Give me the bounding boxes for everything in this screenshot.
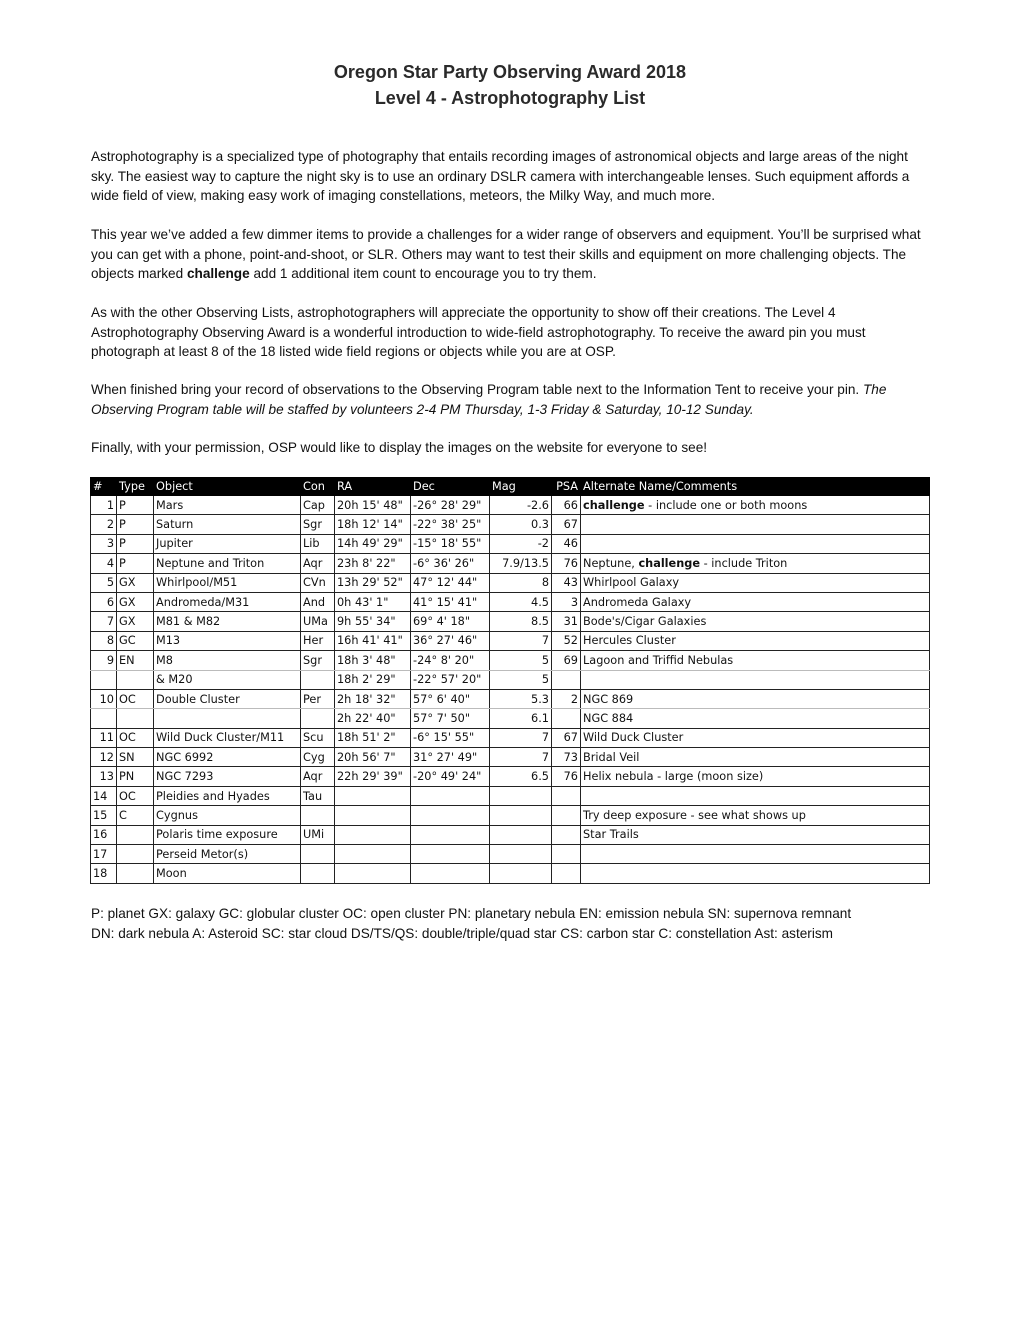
table-row: [91, 554, 930, 573]
comment-cell: [581, 534, 930, 553]
table-cell: 7.9/13.5: [490, 554, 552, 573]
table-cell: 7: [91, 612, 117, 631]
table-cell: -2: [490, 534, 552, 553]
table-cell: 4.5: [490, 592, 552, 611]
table-cell: 13h 29' 52": [335, 573, 411, 592]
table-cell: [490, 864, 552, 883]
table-cell: 14h 49' 29": [335, 534, 411, 553]
table-cell: 18h 2' 29": [335, 670, 411, 689]
table-cell: [411, 864, 490, 883]
comment-cell: [581, 554, 930, 573]
text: This year we’ve added a few dimmer items to provide a challenges for a wider range of observers and equipment. You’ll be surprised what you can get with a phone, point-and-shoot, or SLR. Others may want to test their skills and equipment on more challenging objects. The objects marked: [91, 227, 921, 281]
table-cell: -20° 49' 24": [411, 767, 490, 786]
table-cell: 12: [91, 748, 117, 767]
comment-text: - include Triton: [700, 556, 788, 570]
table-cell: [490, 845, 552, 864]
table-cell: 57° 7' 50": [411, 709, 490, 728]
table-cell: M81 & M82: [154, 612, 301, 631]
table-cell: Tau: [301, 786, 335, 805]
comment-cell: [581, 670, 930, 689]
text: add 1 additional item count to encourage you to try them.: [249, 266, 597, 281]
table-cell: -15° 18' 55": [411, 534, 490, 553]
comment-text: Star Trails: [583, 828, 639, 842]
table-cell: NGC 7293: [154, 767, 301, 786]
comment-cell: [581, 689, 930, 708]
table-cell: Aqr: [301, 767, 335, 786]
challenge-keyword: challenge: [638, 556, 701, 570]
table-row: [91, 573, 930, 592]
table-row: [91, 496, 930, 515]
comment-cell: [581, 631, 930, 650]
table-row: [91, 651, 930, 670]
table-cell: Pleidies and Hyades: [154, 786, 301, 805]
table-cell: 16: [91, 825, 117, 844]
table-row: [91, 728, 930, 747]
comment-cell: [581, 515, 930, 534]
table-cell: 36° 27' 46": [411, 631, 490, 650]
table-cell: 67: [552, 515, 581, 534]
table-cell: 6: [91, 592, 117, 611]
table-cell: [552, 845, 581, 864]
comment-cell: [581, 748, 930, 767]
table-cell: C: [117, 806, 154, 825]
table-cell: Sgr: [301, 651, 335, 670]
table-cell: [117, 825, 154, 844]
comment-cell: [581, 709, 930, 728]
table-cell: [301, 709, 335, 728]
table-cell: [552, 786, 581, 805]
table-cell: Mars: [154, 496, 301, 515]
table-cell: Jupiter: [154, 534, 301, 553]
table-row: [91, 825, 930, 844]
table-cell: Neptune and Triton: [154, 554, 301, 573]
table-cell: Wild Duck Cluster/M11: [154, 728, 301, 747]
table-cell: 31: [552, 612, 581, 631]
table-cell: SN: [117, 748, 154, 767]
column-header: #: [91, 478, 117, 496]
table-cell: Moon: [154, 864, 301, 883]
table-cell: Saturn: [154, 515, 301, 534]
comment-text: Whirlpool Galaxy: [583, 576, 680, 590]
table-cell: 18h 3' 48": [335, 651, 411, 670]
table-cell: 67: [552, 728, 581, 747]
table-cell: NGC 6992: [154, 748, 301, 767]
table-cell: UMi: [301, 825, 335, 844]
table-cell: [335, 864, 411, 883]
table-row: [91, 767, 930, 786]
table-cell: 1: [91, 496, 117, 515]
column-header: RA: [335, 478, 411, 496]
table-cell: Cyg: [301, 748, 335, 767]
challenge-keyword: challenge: [583, 498, 645, 512]
table-cell: Perseid Metor(s): [154, 845, 301, 864]
table-cell: [490, 806, 552, 825]
table-cell: [490, 786, 552, 805]
table-cell: M13: [154, 631, 301, 650]
table-cell: 41° 15' 41": [411, 592, 490, 611]
column-header: Mag: [490, 478, 552, 496]
table-cell: 7: [490, 631, 552, 650]
table-cell: [301, 806, 335, 825]
comment-cell: [581, 786, 930, 805]
table-cell: EN: [117, 651, 154, 670]
table-cell: [552, 670, 581, 689]
table-cell: [117, 670, 154, 689]
table-cell: 31° 27' 49": [411, 748, 490, 767]
table-cell: 8: [490, 573, 552, 592]
table-cell: [301, 845, 335, 864]
table-cell: [335, 845, 411, 864]
table-cell: 18h 51' 2": [335, 728, 411, 747]
comment-text: NGC 884: [583, 711, 634, 725]
column-header: PSA: [552, 478, 581, 496]
table-cell: 66: [552, 496, 581, 515]
table-cell: Double Cluster: [154, 689, 301, 708]
table-cell: 13: [91, 767, 117, 786]
table-cell: 18: [91, 864, 117, 883]
table-row: [91, 612, 930, 631]
table-row: [91, 631, 930, 650]
comment-text: Lagoon and Triffid Nebulas: [583, 653, 734, 667]
comment-text: Bode's/Cigar Galaxies: [583, 615, 707, 629]
comment-text: Helix nebula - large (moon size): [583, 770, 764, 784]
table-row: [91, 748, 930, 767]
table-cell: 0h 43' 1": [335, 592, 411, 611]
schedule-text: The Observing Program table will be staffed by volunteers 2-4 PM Thursday, 1-3 Friday & Saturday, 10-12 Sunday.: [91, 382, 887, 417]
comment-cell: [581, 806, 930, 825]
table-cell: [91, 709, 117, 728]
table-cell: Polaris time exposure: [154, 825, 301, 844]
table-cell: P: [117, 515, 154, 534]
table-cell: 3: [91, 534, 117, 553]
document-subtitle: Level 4 - Astrophotography List: [374, 88, 646, 108]
column-header: Con: [301, 478, 335, 496]
table-cell: [335, 786, 411, 805]
table-cell: Her: [301, 631, 335, 650]
table-cell: 17: [91, 845, 117, 864]
table-cell: 6.5: [490, 767, 552, 786]
table-cell: -26° 28' 29": [411, 496, 490, 515]
table-cell: P: [117, 496, 154, 515]
comment-cell: [581, 864, 930, 883]
table-cell: 76: [552, 554, 581, 573]
table-cell: [552, 806, 581, 825]
comment-cell: [581, 573, 930, 592]
table-cell: [154, 709, 301, 728]
table-cell: Whirlpool/M51: [154, 573, 301, 592]
table-cell: -24° 8' 20": [411, 651, 490, 670]
table-row: [91, 534, 930, 553]
table-cell: 14: [91, 786, 117, 805]
table-cell: OC: [117, 786, 154, 805]
table-cell: Andromeda/M31: [154, 592, 301, 611]
table-cell: GC: [117, 631, 154, 650]
column-header: Object: [154, 478, 301, 496]
table-cell: [117, 864, 154, 883]
table-cell: 7: [490, 748, 552, 767]
table-cell: -2.6: [490, 496, 552, 515]
table-cell: 10: [91, 689, 117, 708]
table-cell: Sgr: [301, 515, 335, 534]
table-cell: & M20: [154, 670, 301, 689]
table-cell: -6° 15' 55": [411, 728, 490, 747]
table-cell: GX: [117, 612, 154, 631]
column-header: Type: [117, 478, 154, 496]
comment-cell: [581, 592, 930, 611]
observing-list-table: [90, 477, 930, 884]
table-cell: [335, 806, 411, 825]
table-cell: 57° 6' 40": [411, 689, 490, 708]
table-cell: Cap: [301, 496, 335, 515]
comment-text: Neptune,: [583, 556, 639, 570]
table-cell: Lib: [301, 534, 335, 553]
table-cell: 23h 8' 22": [335, 554, 411, 573]
table-row: [91, 864, 930, 883]
table-cell: 18h 12' 14": [335, 515, 411, 534]
table-cell: GX: [117, 592, 154, 611]
table-cell: P: [117, 554, 154, 573]
table-cell: [411, 825, 490, 844]
award-paragraph: As with the other Observing Lists, astrophotographers will appreciate the opportunity to show off their creations. The Level 4 Astrophotography Observing Award is a wonderful introduction to wide-field astrophotography. To receive the award pin you must photograph at least 8 of the 18 listed wide field regions or objects while you are at OSP.: [91, 305, 866, 359]
table-cell: 0.3: [490, 515, 552, 534]
document-title: Oregon Star Party Observing Award 2018: [333, 62, 687, 82]
table-cell: 16h 41' 41": [335, 631, 411, 650]
table-cell: 15: [91, 806, 117, 825]
table-cell: 69° 4' 18": [411, 612, 490, 631]
table-cell: 2: [552, 689, 581, 708]
table-cell: 5: [490, 651, 552, 670]
table-cell: [301, 670, 335, 689]
permission-paragraph: Finally, with your permission, OSP would like to display the images on the website for everyone to see!: [91, 440, 708, 455]
text: When finished bring your record of observations to the Observing Program table next to the Information Tent to receive your pin.: [91, 382, 863, 397]
finish-paragraph: [91, 380, 933, 419]
table-cell: 5.3: [490, 689, 552, 708]
intro-paragraph: Astrophotography is a specialized type of photography that entails recording images of astronomical objects and large areas of the night sky. The easiest way to capture the night sky is to use an ordinary DSLR camera with interchangeable lenses. Such equipment affords a wide field of view, making easy work of imaging constellations, meteors, the Milky Way, and much more.: [91, 149, 910, 203]
table-cell: 2h 18' 32": [335, 689, 411, 708]
table-cell: 5: [490, 670, 552, 689]
table-cell: [301, 864, 335, 883]
table-cell: M8: [154, 651, 301, 670]
table-cell: [490, 825, 552, 844]
table-cell: 8.5: [490, 612, 552, 631]
table-cell: Scu: [301, 728, 335, 747]
comment-text: Hercules Cluster: [583, 634, 676, 648]
table-row: [91, 806, 930, 825]
comment-text: Bridal Veil: [583, 750, 640, 764]
table-cell: 76: [552, 767, 581, 786]
table-cell: 8: [91, 631, 117, 650]
table-cell: 52: [552, 631, 581, 650]
table-cell: [117, 709, 154, 728]
table-cell: 3: [552, 592, 581, 611]
table-cell: Aqr: [301, 554, 335, 573]
table-cell: -6° 36' 26": [411, 554, 490, 573]
comment-cell: [581, 496, 930, 515]
table-row: [91, 592, 930, 611]
table-cell: [552, 709, 581, 728]
comment-cell: [581, 845, 930, 864]
table-cell: 7: [490, 728, 552, 747]
table-row: [91, 709, 930, 728]
table-cell: 11: [91, 728, 117, 747]
comment-cell: [581, 651, 930, 670]
table-cell: 20h 56' 7": [335, 748, 411, 767]
table-cell: CVn: [301, 573, 335, 592]
comment-cell: [581, 728, 930, 747]
table-cell: OC: [117, 728, 154, 747]
table-cell: [411, 786, 490, 805]
table-cell: [411, 806, 490, 825]
table-cell: 22h 29' 39": [335, 767, 411, 786]
table-header: [91, 478, 930, 496]
table-cell: 4: [91, 554, 117, 573]
table-cell: And: [301, 592, 335, 611]
challenge-paragraph: [91, 225, 933, 284]
table-row: [91, 515, 930, 534]
challenge-keyword: challenge: [186, 266, 250, 281]
legend-line-1: P: planet GX: galaxy GC: globular cluster OC: open cluster PN: planetary nebula EN: emission nebula SN: supernova remnant: [91, 906, 852, 921]
comment-text: Try deep exposure - see what shows up: [583, 808, 806, 822]
table-cell: OC: [117, 689, 154, 708]
table-row: [91, 845, 930, 864]
legend-line-2: DN: dark nebula A: Asteroid SC: star cloud DS/TS/QS: double/triple/quad star CS: carbon star C: constellation Ast: asterism: [91, 926, 833, 941]
table-row: [91, 689, 930, 708]
table-cell: 69: [552, 651, 581, 670]
table-cell: P: [117, 534, 154, 553]
table-cell: [552, 825, 581, 844]
table-cell: GX: [117, 573, 154, 592]
table-cell: 47° 12' 44": [411, 573, 490, 592]
table-cell: 73: [552, 748, 581, 767]
table-cell: 20h 15' 48": [335, 496, 411, 515]
table-cell: 2h 22' 40": [335, 709, 411, 728]
comment-cell: [581, 767, 930, 786]
table-cell: Cygnus: [154, 806, 301, 825]
comment-text: - include one or both moons: [644, 498, 808, 512]
table-cell: 2: [91, 515, 117, 534]
comment-text: Wild Duck Cluster: [583, 731, 684, 745]
table-row: [91, 786, 930, 805]
table-cell: 43: [552, 573, 581, 592]
table-cell: [335, 825, 411, 844]
table-row: [91, 670, 930, 689]
table-cell: -22° 38' 25": [411, 515, 490, 534]
comment-text: Andromeda Galaxy: [583, 595, 692, 609]
table-cell: 5: [91, 573, 117, 592]
table-cell: UMa: [301, 612, 335, 631]
table-cell: 9h 55' 34": [335, 612, 411, 631]
column-header: Dec: [411, 478, 490, 496]
table-cell: [91, 670, 117, 689]
table-cell: [552, 864, 581, 883]
table-cell: [411, 845, 490, 864]
table-cell: Per: [301, 689, 335, 708]
column-header: Alternate Name/Comments: [581, 478, 930, 496]
comment-cell: [581, 612, 930, 631]
table-cell: 46: [552, 534, 581, 553]
table-cell: PN: [117, 767, 154, 786]
table-cell: -22° 57' 20": [411, 670, 490, 689]
table-cell: 9: [91, 651, 117, 670]
comment-cell: [581, 825, 930, 844]
table-cell: 6.1: [490, 709, 552, 728]
comment-text: NGC 869: [583, 692, 634, 706]
table-cell: [117, 845, 154, 864]
